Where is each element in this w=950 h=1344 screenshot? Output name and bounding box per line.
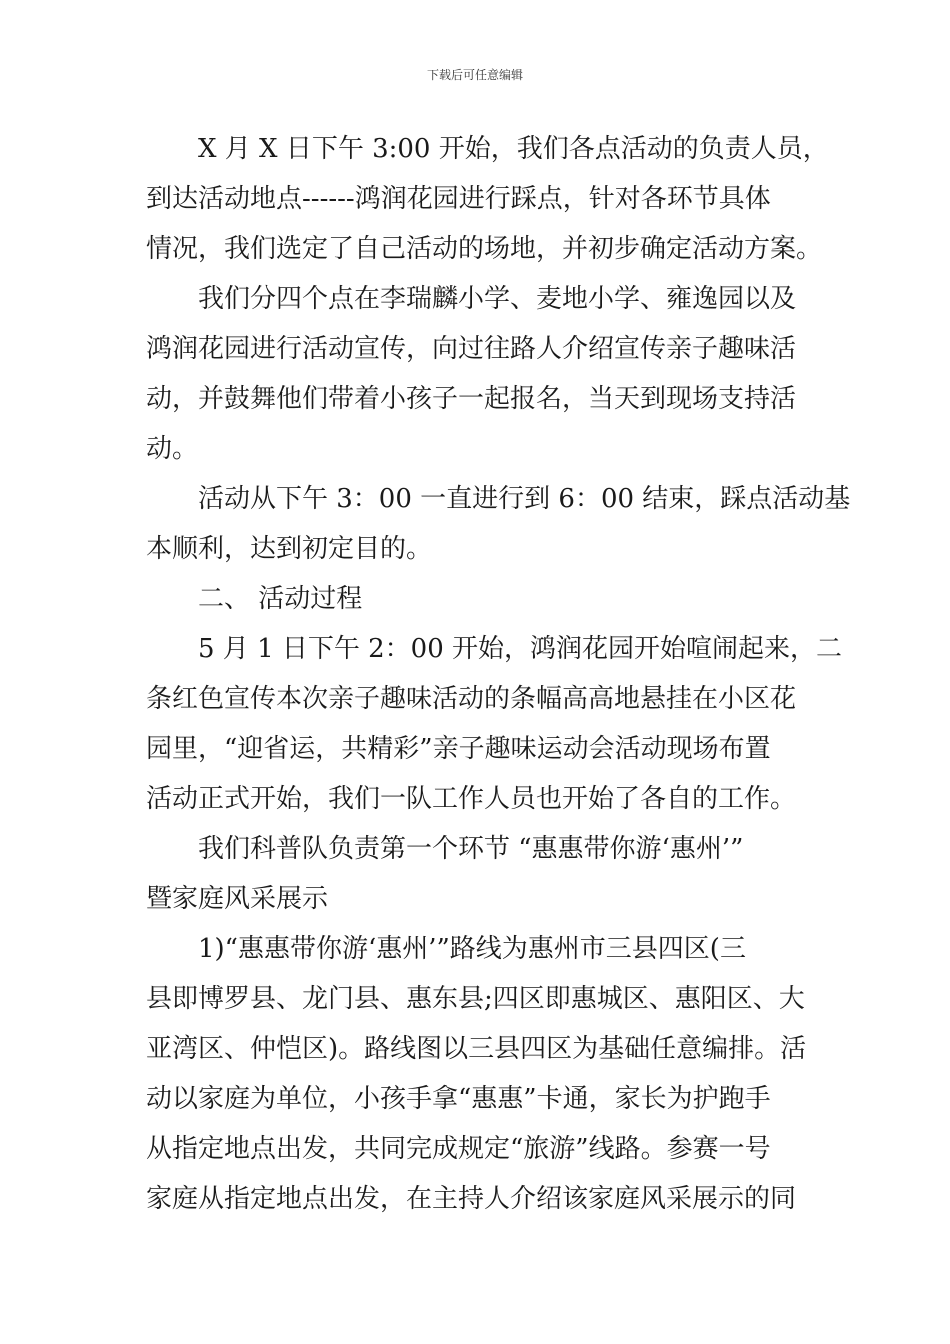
paragraph-line: X 月 X 日下午 3:00 开始，我们各点活动的负责人员， bbox=[198, 134, 829, 164]
paragraph-line: 家庭从指定地点出发，在主持人介绍该家庭风采展示的同 bbox=[146, 1184, 797, 1214]
paragraph-line: 动，并鼓舞他们带着小孩子一起报名，当天到现场支持活 bbox=[146, 384, 797, 414]
paragraph-line: 条红色宣传本次亲子趣味活动的条幅高高地悬挂在小区花 bbox=[146, 684, 797, 714]
paragraph-line: 1)“惠惠带你游‘惠州’”路线为惠州市三县四区(三 bbox=[198, 934, 746, 964]
paragraph-line: 情况，我们选定了自己活动的场地，并初步确定活动方案。 bbox=[146, 234, 823, 264]
paragraph-line: 园里，“迎省运，共精彩”亲子趣味运动会活动现场布置 bbox=[146, 734, 771, 764]
paragraph-line: 本顺利，达到初定目的。 bbox=[146, 534, 433, 564]
paragraph-line: 亚湾区、仲恺区)。路线图以三县四区为基础任意编排。活 bbox=[146, 1034, 807, 1064]
paragraph-line: 到达活动地点------鸿润花园进行踩点，针对各环节具体 bbox=[146, 184, 771, 214]
paragraph-line: 暨家庭风采展示 bbox=[146, 884, 329, 914]
paragraph-line: 县即博罗县、龙门县、惠东县;四区即惠城区、惠阳区、大 bbox=[146, 984, 805, 1014]
page-header: 下载后可任意编辑 bbox=[426, 68, 523, 82]
paragraph-line: 5 月 1 日下午 2：00 开始，鸿润花园开始喧闹起来，二 bbox=[198, 634, 843, 664]
paragraph-line: 活动从下午 3：00 一直进行到 6：00 结束，踩点活动基 bbox=[198, 484, 851, 514]
paragraph-line: 从指定地点出发，共同完成规定“旅游”线路。参赛一号 bbox=[146, 1134, 771, 1164]
section-heading: 二、 活动过程 bbox=[198, 584, 363, 614]
paragraph-line: 动以家庭为单位，小孩手拿“惠惠”卡通，家长为护跑手 bbox=[146, 1084, 771, 1114]
paragraph-line: 我们分四个点在李瑞麟小学、麦地小学、雍逸园以及 bbox=[198, 284, 797, 314]
paragraph-line: 鸿润花园进行活动宣传，向过往路人介绍宣传亲子趣味活 bbox=[146, 334, 797, 364]
paragraph-line: 动。 bbox=[146, 434, 199, 464]
paragraph-line: 活动正式开始，我们一队工作人员也开始了各自的工作。 bbox=[146, 784, 797, 814]
paragraph-line: 我们科普队负责第一个环节 “惠惠带你游‘惠州’” bbox=[198, 834, 744, 864]
